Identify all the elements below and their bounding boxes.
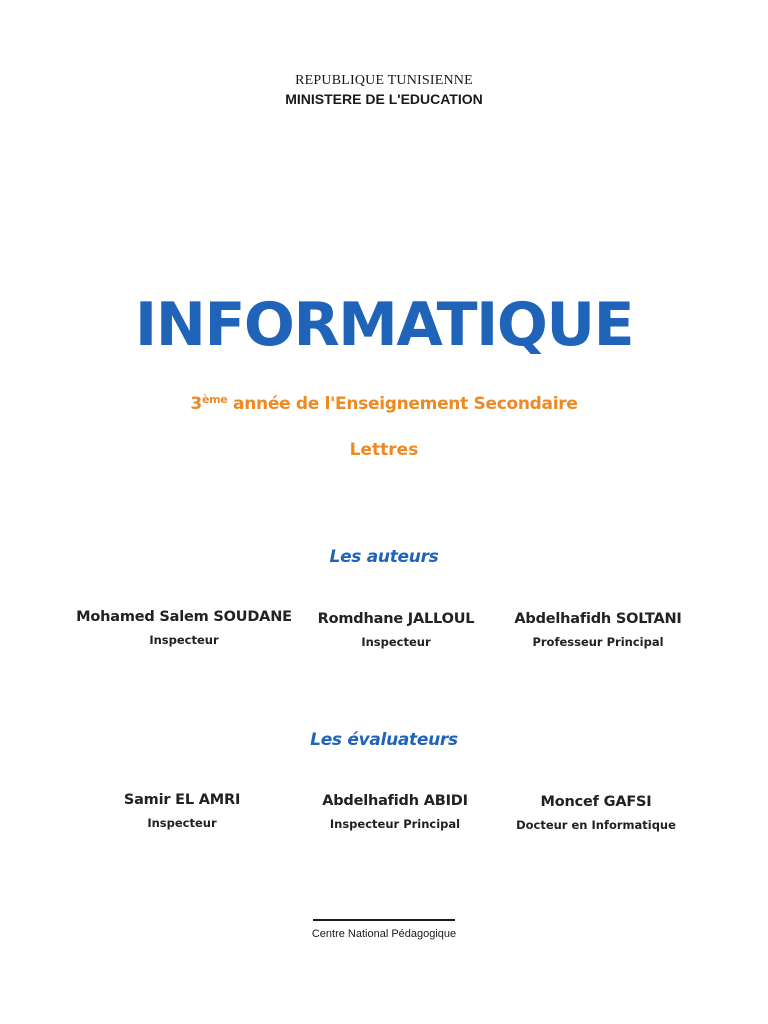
author-card [69,609,299,647]
author-card [281,611,511,649]
author-role: Inspecteur [149,633,219,647]
evaluator-role: Inspecteur [147,816,217,830]
evaluator-role: Docteur en Informatique [516,818,676,832]
ordinal-suffix: ème [201,393,228,406]
school-year-subtitle [0,394,768,414]
evaluator-name: Moncef GAFSI [540,794,652,810]
author-card [483,611,713,649]
ordinal-number: 3 [190,394,202,414]
evaluator-name: Samir EL AMRI [123,792,241,808]
ministry-label: MINISTERE DE L'EDUCATION [285,91,483,107]
evaluator-card [280,793,510,831]
track-label: Lettres [349,440,419,460]
republic-label: REPUBLIQUE TUNISIENNE [295,73,473,88]
book-title: INFORMATIQUE [134,290,634,360]
subtitle-text: année de l'Enseignement Secondaire [227,394,578,414]
publisher-label: Centre National Pédagogique [311,928,457,940]
evaluator-card [481,794,711,832]
author-role: Professeur Principal [532,635,664,649]
author-role: Inspecteur [361,635,431,649]
evaluators-heading: Les évaluateurs [310,730,458,750]
author-name: Romdhane JALLOUL [317,611,475,627]
footer-divider [313,919,455,921]
evaluator-card [67,792,297,830]
authors-heading: Les auteurs [329,547,439,567]
author-name: Abdelhafidh SOLTANI [514,611,682,627]
evaluator-name: Abdelhafidh ABIDI [322,793,468,809]
evaluator-role: Inspecteur Principal [329,817,461,831]
author-name: Mohamed Salem SOUDANE [76,609,292,625]
